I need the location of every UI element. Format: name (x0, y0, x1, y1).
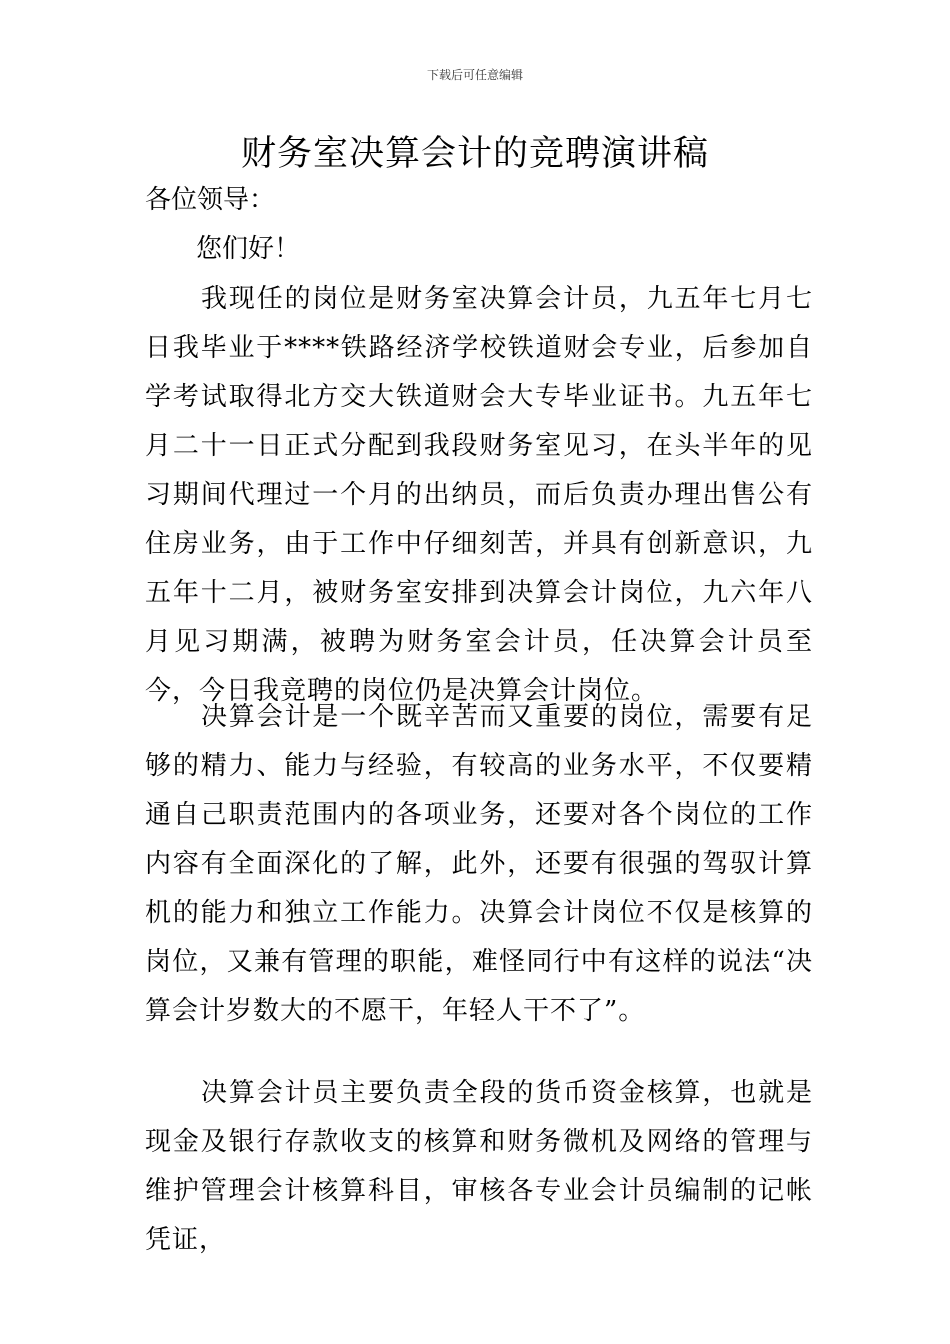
paragraph-role-importance: 决算会计是一个既辛苦而又重要的岗位，需要有足够的精力、能力与经验，有较高的业务水平，不仅要精通自己职责范围内的各项业务，还要对各个岗位的工作内容有全面深化的了解，此外，还要有很强的驾驭计算机的能力和独立工作能力。决算会计岗位不仅是核算的岗位，又兼有管理的职能，难怪同行中有这样的说法“决算会计岁数大的不愿干，年轻人干不了”。 (145, 702, 813, 1026)
header-note: 下载后可任意编辑 (426, 68, 523, 82)
greeting: 您们好！ (196, 234, 301, 264)
salutation: 各位领导： (145, 185, 276, 215)
page-title: 财务室决算会计的竞聘演讲稿 (240, 134, 709, 174)
paragraph-responsibilities: 决算会计员主要负责全段的货币资金核算，也就是现金及银行存款收支的核算和财务微机及网络的管理与维护管理会计核算科目，审核各专业会计员编制的记帐凭证， (145, 1078, 813, 1255)
paragraph-current-position: 我现任的岗位是财务室决算会计员，九五年七月七日我毕业于****铁路经济学校铁道财会专业，后参加自学考试取得北方交大铁道财会大专毕业证书。九五年七月二十一日正式分配到我段财务室见习，在头半年的见习期间代理过一个月的出纳员，而后负责办理出售公有住房业务，由于工作中仔细刻苦，并具有创新意识，九五年十二月，被财务室安排到决算会计岗位，九六年八月见习期满，被聘为财务室会计员，任决算会计员至今，今日我竞聘的岗位仍是决算会计岗位。 (145, 284, 813, 706)
